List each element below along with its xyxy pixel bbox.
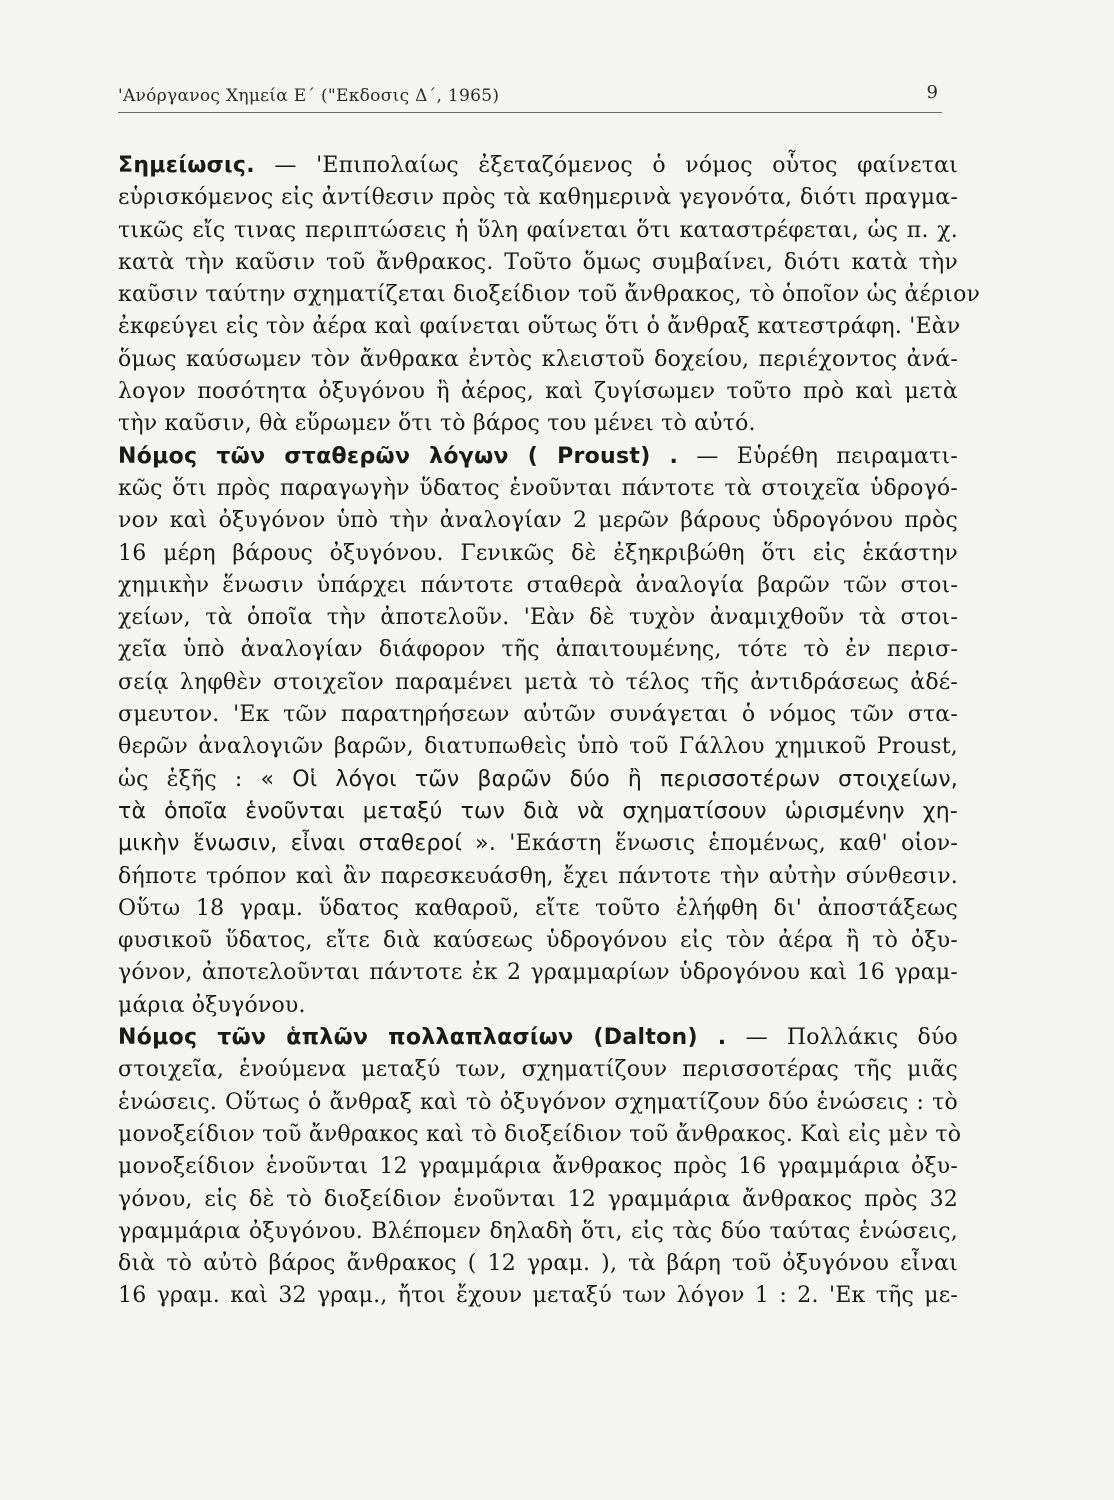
paragraph-line: εὑρισκόμενος εἰς ἀντίθεσιν πρὸς τὰ καθημερινὰ γεγονότα, διότι πραγμα- [118,185,958,211]
header-rule [118,112,942,113]
paragraph-text: ὡς ἑξῆς : [118,766,261,792]
paragraph-line [118,1022,958,1054]
paragraph-line: τὴν καῦσιν, θὰ εὕρωμεν ὅτι τὸ βάρος του μένει τὸ αὐτό. [118,411,756,437]
paragraph-line: σμευτον. 'Εκ τῶν παρατηρήσεων αὐτῶν συνάγεται ὁ νόμος τῶν στα- [118,702,958,728]
paragraph-line: θερῶν ἀναλογιῶν βαρῶν, διατυπωθεὶς ὑπὸ τοῦ Γάλλου χημικοῦ Proust, [118,734,958,760]
paragraph-line: καῦσιν ταύτην σχηματίζεται διοξείδιον τοῦ ἄνθρακος, τὸ ὁποῖον ὡς ἀέριον [118,282,981,308]
page-number: 9 [926,82,938,103]
section-heading: Νόμος τῶν σταθερῶν λόγων ( Proust) . [118,443,679,469]
paragraph-line [118,441,958,473]
running-header [118,82,942,118]
paragraph-line: γόνον, ἀποτελοῦνται πάντοτε ἐκ 2 γραμμαρίων ὑδρογόνου καὶ 16 γραμ- [118,960,958,986]
paragraph-line: τικῶς εἴς τινας περιπτώσεις ἡ ὕλη φαίνεται ὅτι καταστρέφεται, ὡς π. χ. [118,217,958,243]
paragraph-line: μάρια ὀξυγόνου. [118,992,306,1018]
paragraph-text: — Πολλάκις δύο [726,1025,958,1051]
law-quote: « Οἱ λόγοι τῶν βαρῶν δύο ἢ περισσοτέρων στοιχείων, [260,766,959,792]
paragraph-line: σείᾳ ληφθὲν στοιχεῖον παραμένει μετὰ τὸ τέλος τῆς ἀντιδράσεως ἀδέ- [118,669,958,695]
paragraph-line: λογον ποσότητα ὀξυγόνου ἢ ἀέρος, καὶ ζυγίσωμεν τοῦτο πρὸ καὶ μετὰ [118,379,958,405]
law-quote: μικὴν ἕνωσιν, εἶναι σταθεροί ». [118,831,497,857]
text-body [118,150,981,1313]
paragraph-line: χεῖα ὑπὸ ἀναλογίαν διάφορον τῆς ἀπαιτουμένης, τότε τὸ ἐν περισ- [118,637,958,663]
section-heading: Σημείωσις. [118,153,255,178]
paragraph-line: ἐκφεύγει εἰς τὸν ἀέρα καὶ φαίνεται οὕτως ὅτι ὁ ἄνθραξ κατεστράφη. 'Εὰν [118,314,961,340]
paragraph-line: Οὕτω 18 γραμ. ὕδατος καθαροῦ, εἴτε τοῦτο ἐλήφθη δι' ἀποστάξεως [118,895,958,921]
paragraph-line: κῶς ὅτι πρὸς παραγωγὴν ὕδατος ἑνοῦνται πάντοτε τὰ στοιχεῖα ὑδρογό- [118,475,958,501]
paragraph-line: ὅμως καύσωμεν τὸν ἄνθρακα ἐντὸς κλειστοῦ δοχείου, περιέχοντος ἀνά- [118,346,958,372]
paragraph-line: 16 μέρη βάρους ὀξυγόνου. Γενικῶς δὲ ἐξηκριβώθη ὅτι εἰς ἑκάστην [118,540,958,566]
paragraph-line: κατὰ τὴν καῦσιν τοῦ ἄνθρακος. Τοῦτο ὅμως συμβαίνει, διότι κατὰ τὴν [118,249,958,275]
paragraph-line: ἑνώσεις. Οὕτως ὁ ἄνθραξ καὶ τὸ ὀξυγόνον σχηματίζουν δύο ἑνώσεις : τὸ [118,1089,958,1115]
paragraph-line [118,150,958,182]
paragraph-line: 16 γραμ. καὶ 32 γραμ., ἤτοι ἔχουν μεταξύ των λόγον 1 : 2. 'Εκ τῆς με- [118,1283,958,1309]
paragraph-line: δήποτε τρόπον καὶ ἂν παρεσκευάσθη, ἔχει πάντοτε τὴν αὐτὴν σύνθεσιν. [118,863,958,889]
paragraph-line [118,764,958,796]
paragraph-text: 'Εκάστη ἕνωσις ἑπομένως, καθ' οἱον- [496,831,958,857]
paragraph-text: — Εὑρέθη πειραματι- [678,443,959,469]
law-quote-line: τὰ ὁποῖα ἑνοῦνται μεταξύ των διὰ νὰ σχηματίσουν ὡρισμένην χη- [118,798,958,824]
paragraph-line: φυσικοῦ ὕδατος, εἴτε διὰ καύσεως ὑδρογόνου εἰς τὸν ἀέρα ἢ τὸ ὀξυ- [118,928,958,954]
paragraph-line: διὰ τὸ αὐτὸ βάρος ἄνθρακος ( 12 γραμ. ), τὰ βάρη τοῦ ὀξυγόνου εἶναι [118,1251,958,1277]
paragraph-line: μονοξείδιον τοῦ ἄνθρακος καὶ τὸ διοξείδιον τοῦ ἄνθρακος. Καὶ εἰς μὲν τὸ [118,1121,962,1147]
paragraph-line: χημικὴν ἕνωσιν ὑπάρχει πάντοτε σταθερὰ ἀναλογία βαρῶν τῶν στοι- [118,572,958,598]
paragraph-line: στοιχεῖα, ἑνούμενα μεταξύ των, σχηματίζουν περισσοτέρας τῆς μιᾶς [118,1057,958,1083]
paragraph-line: μονοξείδιον ἑνοῦνται 12 γραμμάρια ἄνθρακος πρὸς 16 γραμμάρια ὀξυ- [118,1154,958,1180]
section-heading: Νόμος τῶν ἁπλῶν πολλαπλασίων (Dalton) . [118,1025,727,1051]
paragraph-line: νον καὶ ὀξυγόνον ὑπὸ τὴν ἀναλογίαν 2 μερῶν βάρους ὑδρογόνου πρὸς [118,508,958,534]
paragraph-line: χείων, τὰ ὁποῖα τὴν ἀποτελοῦν. 'Εὰν δὲ τυχὸν ἀναμιχθοῦν τὰ στοι- [118,605,958,631]
paragraph-line [118,828,958,860]
running-header-title: 'Ανόργανος Χημεία Ε΄ ("Εκδοσις Δ΄, 1965) [118,86,500,106]
paragraph-text: — 'Επιπολαίως ἐξεταζόμενος ὁ νόμος οὗτος φαίνεται [254,153,958,178]
paragraph-line: γραμμάρια ὀξυγόνου. Βλέπομεν δηλαδὴ ὅτι, εἰς τὰς δύο ταύτας ἑνώσεις, [118,1218,958,1244]
paragraph-line: γόνου, εἰς δὲ τὸ διοξείδιον ἑνοῦνται 12 γραμμάρια ἄνθρακος πρὸς 32 [118,1186,958,1212]
